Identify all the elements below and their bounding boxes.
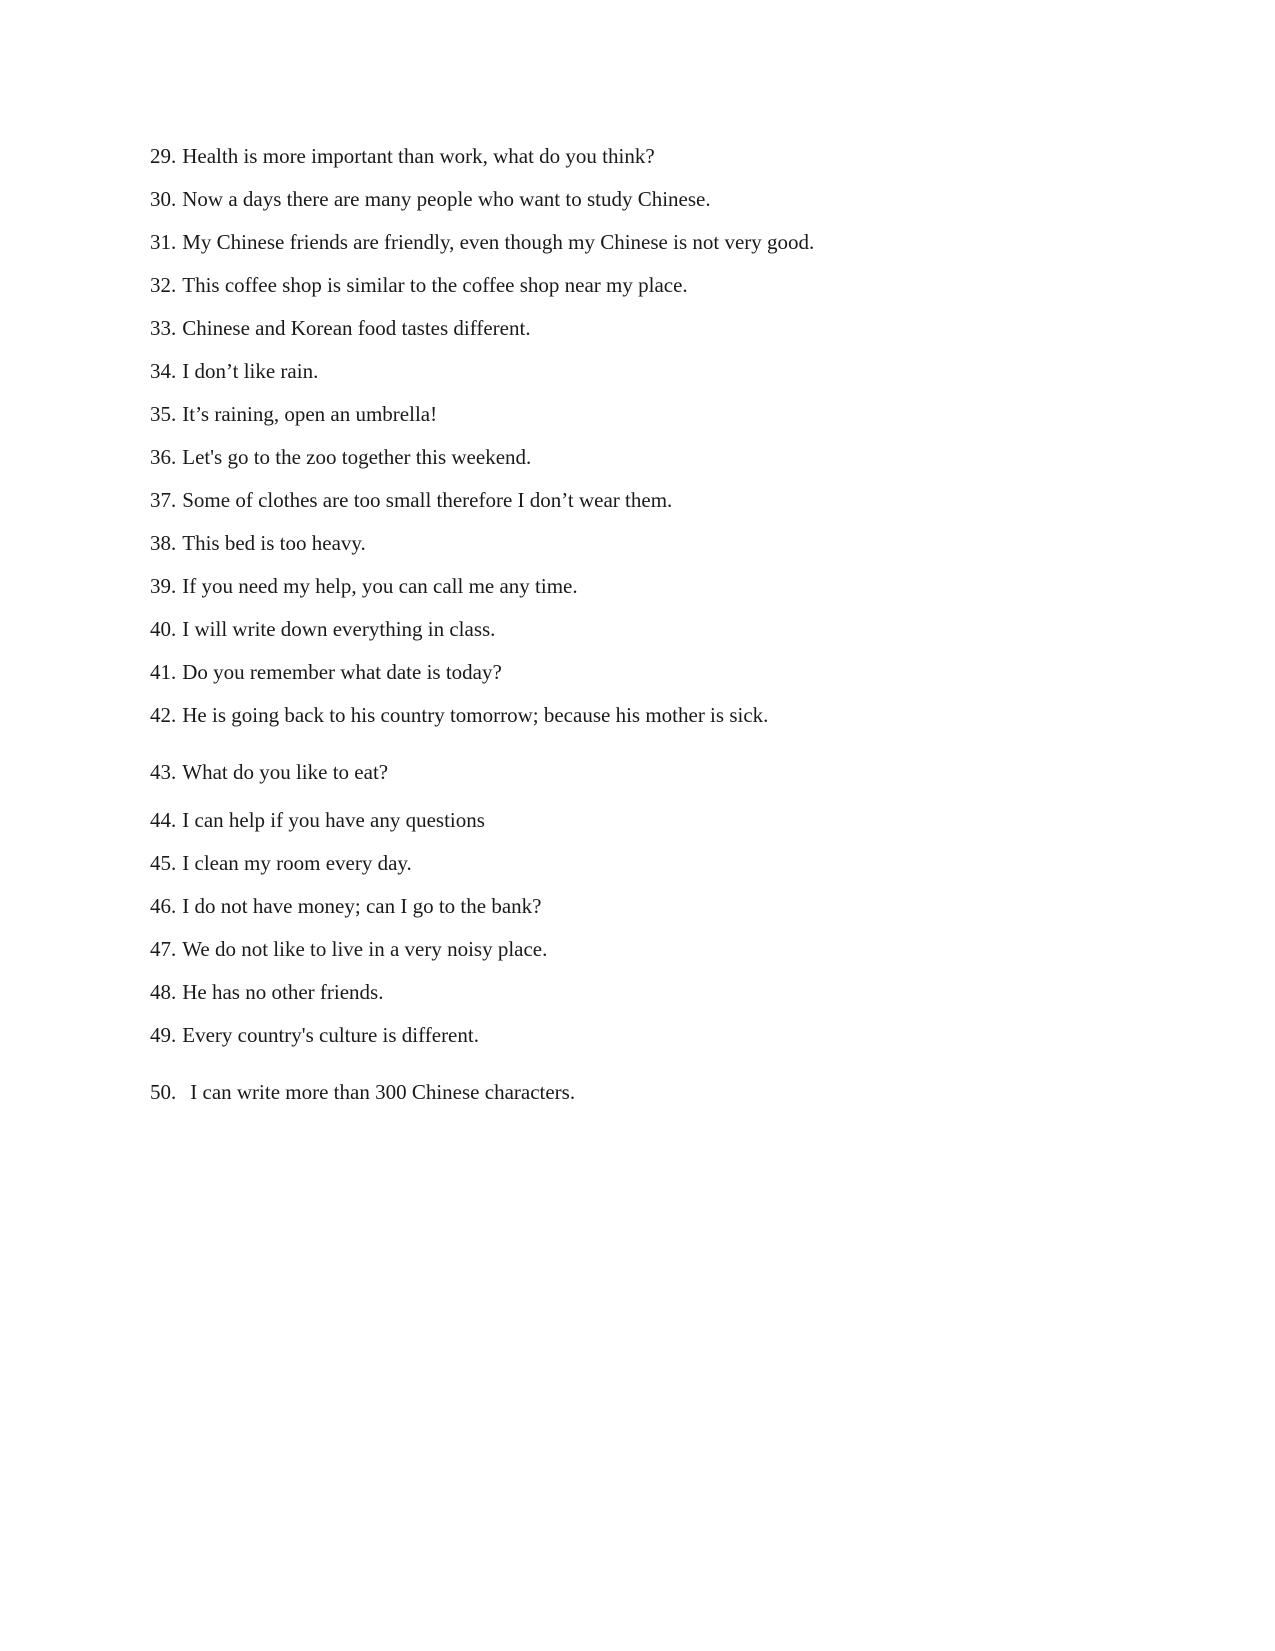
- sentence-number: 44.: [150, 808, 177, 832]
- sentence-50: [150, 1079, 575, 1105]
- sentence-29: [150, 143, 655, 169]
- sentence-text: Let's go to the zoo together this weekend.: [182, 445, 532, 469]
- sentence-number: 45.: [150, 851, 177, 875]
- sentence-47: [150, 936, 547, 962]
- sentence-text: I can write more than 300 Chinese characters.: [190, 1080, 576, 1104]
- sentence-text: Do you remember what date is today?: [182, 660, 502, 684]
- sentence-number: 37.: [150, 488, 177, 512]
- sentence-text: Now a days there are many people who want to study Chinese.: [182, 187, 711, 211]
- sentence-text: I will write down everything in class.: [182, 617, 496, 641]
- sentence-number: 30.: [150, 187, 177, 211]
- sentence-35: [150, 401, 437, 427]
- sentence-33: [150, 315, 531, 341]
- sentence-number: 34.: [150, 359, 177, 383]
- sentence-text: This bed is too heavy.: [182, 531, 366, 555]
- sentence-36: [150, 444, 531, 470]
- sentence-31: [150, 229, 814, 255]
- sentence-text: He is going back to his country tomorrow; because his mother is sick.: [182, 703, 769, 727]
- sentence-text: We do not like to live in a very noisy place.: [182, 937, 548, 961]
- sentence-42: [150, 702, 768, 728]
- sentence-text: I don’t like rain.: [182, 359, 319, 383]
- sentence-45: [150, 850, 412, 876]
- sentence-number: 31.: [150, 230, 177, 254]
- sentence-number: 42.: [150, 703, 177, 727]
- sentence-number: 32.: [150, 273, 177, 297]
- sentence-text: My Chinese friends are friendly, even though my Chinese is not very good.: [182, 230, 815, 254]
- sentence-number: 50.: [150, 1080, 177, 1104]
- sentence-number: 29.: [150, 144, 177, 168]
- sentence-46: [150, 893, 541, 919]
- sentence-number: 35.: [150, 402, 177, 426]
- sentence-text: Every country's culture is different.: [182, 1023, 479, 1047]
- sentence-text: This coffee shop is similar to the coffee shop near my place.: [182, 273, 688, 297]
- sentence-text: What do you like to eat?: [182, 760, 389, 784]
- sentence-number: 33.: [150, 316, 177, 340]
- sentence-text: He has no other friends.: [182, 980, 384, 1004]
- sentence-text: Chinese and Korean food tastes different.: [182, 316, 531, 340]
- sentence-number: 47.: [150, 937, 177, 961]
- sentence-text: It’s raining, open an umbrella!: [182, 402, 438, 426]
- sentence-49: [150, 1022, 479, 1048]
- sentence-text: Health is more important than work, what do you think?: [182, 144, 655, 168]
- sentence-38: [150, 530, 366, 556]
- sentence-number: 38.: [150, 531, 177, 555]
- sentence-text: I clean my room every day.: [182, 851, 412, 875]
- sentence-32: [150, 272, 688, 298]
- sentence-text: I do not have money; can I go to the bank?: [182, 894, 542, 918]
- sentence-text: I can help if you have any questions: [182, 808, 485, 832]
- sentence-44: [150, 807, 485, 833]
- sentence-43: [150, 759, 388, 785]
- sentence-number: 40.: [150, 617, 177, 641]
- sentence-number: 39.: [150, 574, 177, 598]
- sentence-48: [150, 979, 383, 1005]
- sentence-30: [150, 186, 711, 212]
- sentence-40: [150, 616, 495, 642]
- sentence-number: 46.: [150, 894, 177, 918]
- sentence-37: [150, 487, 672, 513]
- sentence-number: 49.: [150, 1023, 177, 1047]
- sentence-text: If you need my help, you can call me any time.: [182, 574, 578, 598]
- sentence-number: 41.: [150, 660, 177, 684]
- sentence-number: 43.: [150, 760, 177, 784]
- sentence-34: [150, 358, 318, 384]
- sentence-number: 48.: [150, 980, 177, 1004]
- sentence-39: [150, 573, 578, 599]
- sentence-number: 36.: [150, 445, 177, 469]
- sentence-text: Some of clothes are too small therefore I don’t wear them.: [182, 488, 673, 512]
- sentence-41: [150, 659, 502, 685]
